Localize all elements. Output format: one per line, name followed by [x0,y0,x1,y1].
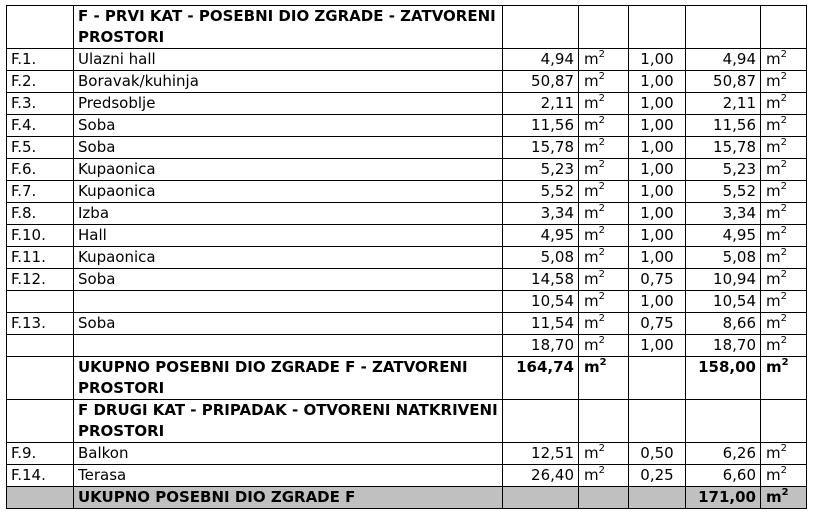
unit-base: m [766,226,781,244]
room-area: 26,40 [503,465,579,487]
subtotal-label: UKUPNO POSEBNI DIO ZGRADE F - ZATVORENI PROSTORI [74,357,503,400]
room-code: F.6. [7,159,74,181]
empty-cell [629,357,686,400]
result-unit [761,269,807,291]
room-coefficient: 1,00 [629,93,686,115]
empty-cell [629,6,686,49]
result-unit [761,487,807,509]
unit-base: m [766,116,781,134]
room-area: 5,23 [503,159,579,181]
room-name: Boravak/kuhinja [74,71,503,93]
unit-exponent: 2 [780,465,787,476]
room-code [7,291,74,313]
unit-exponent: 2 [598,335,605,346]
unit-exponent: 2 [598,71,605,82]
room-area: 15,78 [503,137,579,159]
subtotal-area: 164,74 [503,357,579,400]
room-code: F.7. [7,181,74,203]
unit-exponent: 2 [599,357,607,368]
unit-exponent: 2 [780,71,787,82]
room-coefficient: 1,00 [629,225,686,247]
result-unit [761,159,807,181]
unit-base: m [584,358,600,376]
unit-base: m [766,94,781,112]
unit-base: m [766,444,781,462]
area-calculation-table [6,5,807,509]
room-coefficient: 0,75 [629,313,686,335]
result-unit [761,137,807,159]
room-coefficient: 0,25 [629,465,686,487]
unit-exponent: 2 [598,137,605,148]
room-area: 12,51 [503,443,579,465]
unit-base: m [584,182,599,200]
area-unit [579,291,629,313]
unit-base: m [584,336,599,354]
area-unit [579,269,629,291]
result-unit [761,443,807,465]
empty-cell [629,487,686,509]
section-title-second-floor: F DRUGI KAT - PRIPADAK - OTVORENI NATKRIVENI PROSTORI [74,400,503,443]
table-row [7,225,807,247]
empty-cell [686,400,761,443]
result-unit [761,335,807,357]
unit-exponent: 2 [780,49,787,60]
result-unit [761,291,807,313]
unit-exponent: 2 [780,225,787,236]
unit-exponent: 2 [598,181,605,192]
room-coefficient: 1,00 [629,247,686,269]
subtotal-result: 158,00 [686,357,761,400]
unit-base: m [766,466,781,484]
unit-base: m [584,444,599,462]
room-code: F.10. [7,225,74,247]
unit-base: m [584,248,599,266]
room-code: F.14. [7,465,74,487]
area-unit [579,225,629,247]
unit-exponent: 2 [781,357,789,368]
room-result: 3,34 [686,203,761,225]
room-area: 3,34 [503,203,579,225]
table-row [7,115,807,137]
grand-total-result: 171,00 [686,487,761,509]
subtotal-row [7,357,807,400]
room-code: F.3. [7,93,74,115]
table-row [7,443,807,465]
section-header-row [7,6,807,49]
room-result: 50,87 [686,71,761,93]
room-area: 10,54 [503,291,579,313]
empty-cell [503,487,579,509]
unit-exponent: 2 [780,443,787,454]
room-result: 4,94 [686,49,761,71]
area-unit [579,313,629,335]
room-coefficient: 1,00 [629,49,686,71]
room-coefficient: 1,00 [629,71,686,93]
unit-exponent: 2 [598,115,605,126]
room-coefficient: 1,00 [629,115,686,137]
empty-cell [761,400,807,443]
unit-exponent: 2 [781,487,789,498]
room-result: 4,95 [686,225,761,247]
table-row [7,203,807,225]
room-coefficient: 0,75 [629,269,686,291]
table-row [7,181,807,203]
room-result: 5,52 [686,181,761,203]
unit-exponent: 2 [598,247,605,258]
result-unit [761,357,807,400]
unit-exponent: 2 [598,93,605,104]
unit-base: m [584,50,599,68]
room-code: F.11. [7,247,74,269]
room-name: Balkon [74,443,503,465]
unit-base: m [584,270,599,288]
grand-total-row [7,487,807,509]
unit-base: m [584,226,599,244]
room-name [74,335,503,357]
grand-total-label: UKUPNO POSEBNI DIO ZGRADE F [74,487,503,509]
table-row [7,465,807,487]
table-row [7,71,807,93]
unit-exponent: 2 [598,291,605,302]
result-unit [761,71,807,93]
unit-exponent: 2 [598,159,605,170]
room-name: Ulazni hall [74,49,503,71]
unit-base: m [584,466,599,484]
room-area: 4,95 [503,225,579,247]
unit-base: m [584,116,599,134]
room-coefficient: 0,50 [629,443,686,465]
area-unit [579,247,629,269]
unit-exponent: 2 [780,313,787,324]
unit-base: m [584,160,599,178]
room-result: 15,78 [686,137,761,159]
room-name [74,291,503,313]
unit-exponent: 2 [780,159,787,170]
unit-base: m [584,314,599,332]
room-name: Terasa [74,465,503,487]
room-name: Soba [74,115,503,137]
area-calculation-table-wrapper [6,5,807,509]
area-unit [579,181,629,203]
room-area: 50,87 [503,71,579,93]
result-unit [761,225,807,247]
table-row [7,313,807,335]
unit-base: m [766,160,781,178]
room-name: Kupaonica [74,159,503,181]
unit-exponent: 2 [598,225,605,236]
area-unit [579,203,629,225]
room-coefficient: 1,00 [629,181,686,203]
table-row [7,49,807,71]
room-area: 5,52 [503,181,579,203]
section-title-first-floor: F - PRVI KAT - POSEBNI DIO ZGRADE - ZATVORENI PROSTORI [74,6,503,49]
room-result: 2,11 [686,93,761,115]
unit-exponent: 2 [780,137,787,148]
unit-exponent: 2 [780,181,787,192]
room-coefficient: 1,00 [629,291,686,313]
room-code: F.4. [7,115,74,137]
section-header-row [7,400,807,443]
unit-exponent: 2 [780,93,787,104]
room-coefficient: 1,00 [629,137,686,159]
empty-cell [503,6,579,49]
area-unit [579,159,629,181]
room-coefficient: 1,00 [629,159,686,181]
empty-cell [7,6,74,49]
room-code: F.13. [7,313,74,335]
room-code: F.9. [7,443,74,465]
unit-exponent: 2 [598,203,605,214]
unit-exponent: 2 [780,335,787,346]
room-area: 11,54 [503,313,579,335]
area-unit [579,357,629,400]
room-area: 14,58 [503,269,579,291]
room-area: 5,08 [503,247,579,269]
room-name: Kupaonica [74,181,503,203]
area-unit [579,93,629,115]
unit-exponent: 2 [598,443,605,454]
unit-exponent: 2 [780,247,787,258]
area-unit [579,49,629,71]
table-row [7,335,807,357]
room-coefficient: 1,00 [629,335,686,357]
unit-base: m [766,204,781,222]
room-area: 2,11 [503,93,579,115]
result-unit [761,181,807,203]
area-unit [579,71,629,93]
area-unit [579,465,629,487]
room-name: Predsoblje [74,93,503,115]
unit-base: m [766,314,781,332]
unit-exponent: 2 [780,203,787,214]
unit-base: m [766,358,782,376]
unit-exponent: 2 [598,49,605,60]
area-unit [579,137,629,159]
empty-cell [579,487,629,509]
empty-cell [7,487,74,509]
table-row [7,159,807,181]
result-unit [761,93,807,115]
area-unit [579,443,629,465]
empty-cell [761,6,807,49]
unit-base: m [766,336,781,354]
empty-cell [7,357,74,400]
room-area: 11,56 [503,115,579,137]
room-code: F.12. [7,269,74,291]
room-code [7,335,74,357]
unit-base: m [584,292,599,310]
unit-exponent: 2 [598,313,605,324]
result-unit [761,313,807,335]
area-unit [579,115,629,137]
result-unit [761,465,807,487]
room-name: Soba [74,137,503,159]
room-result: 10,54 [686,291,761,313]
room-result: 6,26 [686,443,761,465]
result-unit [761,115,807,137]
empty-cell [686,6,761,49]
room-name: Kupaonica [74,247,503,269]
room-code: F.2. [7,71,74,93]
table-row [7,291,807,313]
result-unit [761,49,807,71]
table-row [7,269,807,291]
room-result: 18,70 [686,335,761,357]
table-row [7,93,807,115]
unit-base: m [584,72,599,90]
result-unit [761,247,807,269]
unit-exponent: 2 [598,269,605,280]
unit-exponent: 2 [780,115,787,126]
room-code: F.1. [7,49,74,71]
room-result: 10,94 [686,269,761,291]
room-name: Soba [74,313,503,335]
unit-base: m [584,204,599,222]
table-row [7,247,807,269]
table-row [7,137,807,159]
room-name: Hall [74,225,503,247]
room-code: F.5. [7,137,74,159]
unit-exponent: 2 [598,465,605,476]
empty-cell [579,400,629,443]
empty-cell [629,400,686,443]
unit-base: m [584,138,599,156]
unit-base: m [766,50,781,68]
empty-cell [7,400,74,443]
room-area: 18,70 [503,335,579,357]
unit-exponent: 2 [780,269,787,280]
room-area: 4,94 [503,49,579,71]
unit-base: m [766,182,781,200]
room-result: 6,60 [686,465,761,487]
empty-cell [503,400,579,443]
room-result: 5,08 [686,247,761,269]
room-result: 5,23 [686,159,761,181]
empty-cell [579,6,629,49]
unit-base: m [766,270,781,288]
table-body [7,6,807,509]
room-result: 11,56 [686,115,761,137]
unit-base: m [766,488,782,506]
unit-base: m [584,94,599,112]
room-name: Soba [74,269,503,291]
room-code: F.8. [7,203,74,225]
area-unit [579,335,629,357]
room-result: 8,66 [686,313,761,335]
result-unit [761,203,807,225]
room-name: Izba [74,203,503,225]
unit-base: m [766,72,781,90]
unit-base: m [766,248,781,266]
unit-base: m [766,292,781,310]
unit-base: m [766,138,781,156]
unit-exponent: 2 [780,291,787,302]
room-coefficient: 1,00 [629,203,686,225]
